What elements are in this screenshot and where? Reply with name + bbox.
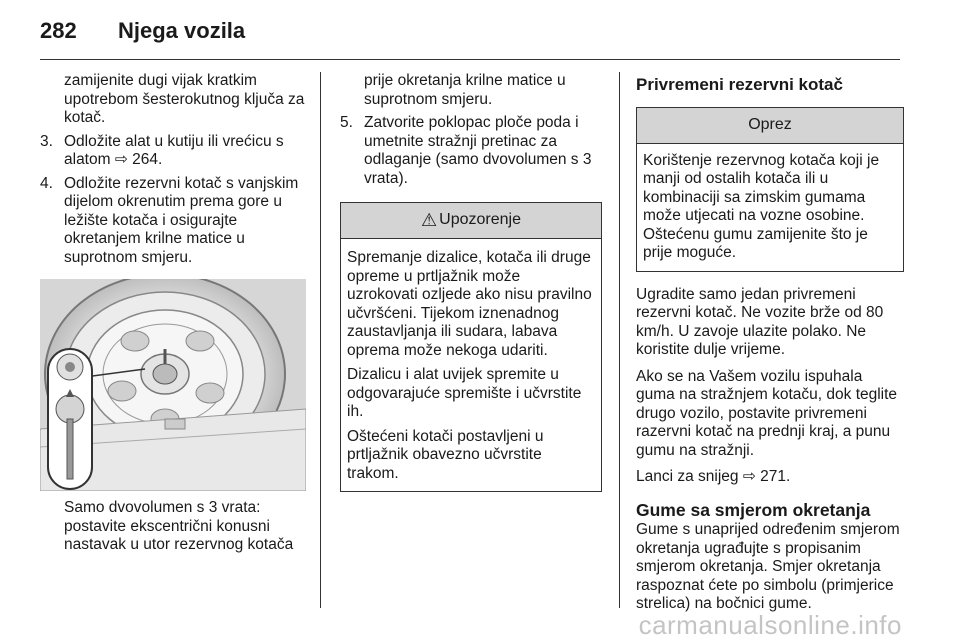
step-number: 5. — [340, 114, 353, 131]
figure-caption: Samo dvovolumen s 3 vrata: postavite ekscentrični konusni nastavak u utor rezervnog kotača — [64, 499, 294, 553]
caution-header: Oprez — [637, 108, 903, 144]
step-5 — [340, 114, 602, 188]
step-number: 4. — [40, 174, 53, 192]
warning-paragraph: Spremanje dizalice, kotača ili druge opreme u prtljažnik može uzrokovati ozljede ako nisu pravilno učvršćeni. Tijekom iznenadnog zaustavljanja ili sudara, labava oprema može nekoga udariti. — [347, 249, 592, 359]
warning-header — [341, 203, 601, 239]
caution-body: Korištenje rezervnog kotača koji je manji od ostalih kotača ili u kombinaciji sa zimskim gumama može utjecati na vozne osobine. Oštećenu gumu zamijenite što je prije moguće. — [643, 151, 880, 261]
spare-wheel-illustration — [40, 279, 306, 491]
step-text: Odložite alat u kutiju ili vrećicu s alatom ⇨ 264. — [64, 132, 284, 168]
column-divider-2 — [619, 72, 620, 608]
watermark: carmanualsonline.info — [638, 610, 902, 640]
caution-box — [636, 107, 904, 272]
paragraph: Ugradite samo jedan privremeni rezervni kotač. Ne vozite brže od 80 km/h. U zavoje ulazite polako. Ne koristite dulje vrijeme. — [636, 285, 884, 358]
column-middle — [340, 72, 602, 492]
column-right — [636, 72, 904, 614]
section-heading-directional-tyres: Gume sa smjerom okretanja — [636, 499, 871, 520]
page-header — [40, 10, 940, 50]
page-number: 282 — [40, 18, 77, 43]
warning-triangle-icon: ⚠ — [421, 210, 438, 231]
spare-wheel-icon — [40, 279, 306, 491]
paragraph: Ako se na Vašem vozilu ispuhala guma na stražnjem kotaču, dok teglite drugo vozilo, postavite privremeni razervni kotač na prednji kraj, a punu gumu na stražnji. — [636, 367, 898, 459]
chapter-title: Njega vozila — [118, 18, 246, 43]
warning-box — [340, 202, 602, 492]
warning-paragraph: Dizalicu i alat uvijek spremite u odgovarajuće spremište i učvrstite ih. — [347, 366, 582, 420]
paragraph-snow-chains-ref: Lanci za snijeg ⇨ 271. — [636, 468, 791, 485]
continued-text: zamijenite dugi vijak kratkim upotrebom šesterokutnog ključa za kotač. — [64, 72, 305, 126]
warning-paragraph: Oštećeni kotači postavljeni u prtljažnik obavezno učvrstite trakom. — [347, 427, 544, 482]
column-left — [40, 72, 306, 555]
column-divider-1 — [320, 72, 321, 608]
warning-body — [341, 239, 601, 491]
step-number: 3. — [40, 132, 53, 150]
section-heading-temporary-spare: Privremeni rezervni kotač — [636, 75, 843, 94]
warning-title: Upozorenje — [439, 211, 521, 229]
step-text: Zatvorite poklopac ploče poda i umetnite stražnji pretinac za odlaganje (samo dvovolumen s 3 vrata). — [364, 114, 592, 187]
step-3 — [40, 133, 306, 170]
step-4 — [40, 175, 306, 268]
header-divider — [40, 59, 900, 60]
paragraph: Gume s unaprijed određenim smjerom okretanja ugrađujte s propisanim smjerom okretanja. Smjer okretanja raspoznat ćete po simbolu (primjerice strelica) na bočnici gume. — [636, 521, 900, 612]
step-text: Odložite rezervni kotač s vanjskim dijelom okrenutim prema gore u ležište kotača i osigurajte okretanjem krilne matice u suprotnom smjeru. — [64, 174, 299, 266]
continued-text: prije okretanja krilne matice u suprotnom smjeru. — [364, 72, 566, 108]
